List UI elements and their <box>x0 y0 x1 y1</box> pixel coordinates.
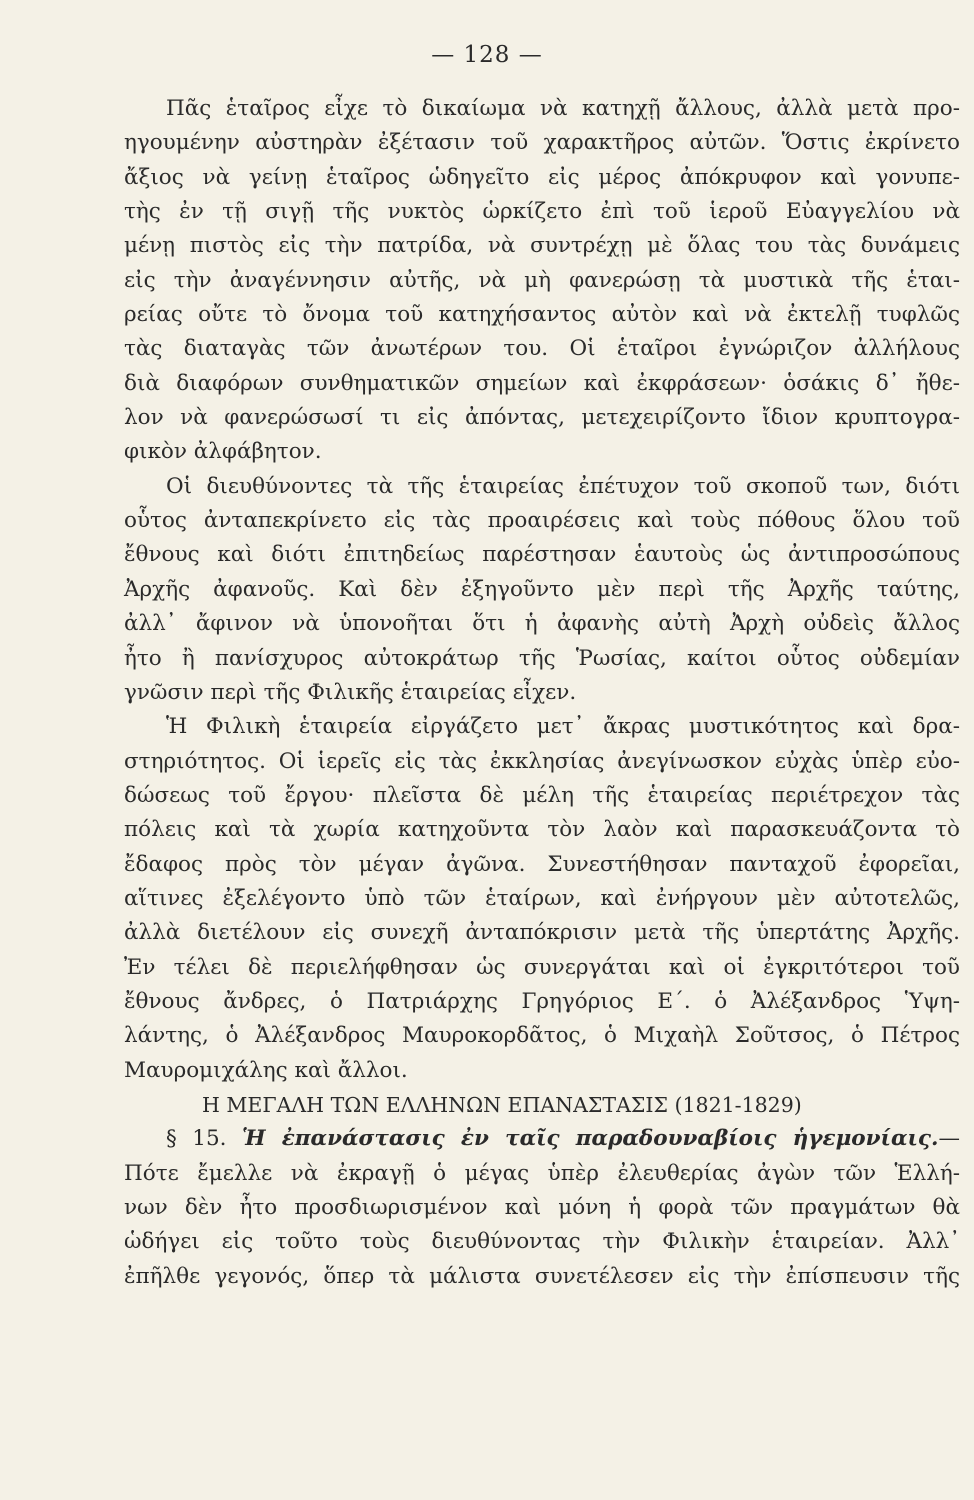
page-number: — 128 — <box>431 42 543 68</box>
paragraph <box>124 710 960 1088</box>
text-line: Ἡ Φιλικὴ ἑταιρεία εἰργάζετο μετ᾽ ἄκρας μυστικότητος καὶ δρα- <box>166 714 960 740</box>
text-line: ἀλλ᾽ ἄφινον νὰ ὑπονοῆται ὅτι ἡ ἀφανὴς αὐτὴ Ἀρχὴ οὐδεὶς ἄλλος <box>124 611 960 637</box>
paragraph <box>124 92 960 470</box>
text-line: πόλεις καὶ τὰ χωρία κατηχοῦντα τὸν λαὸν καὶ παρασκευάζοντα τὸ <box>124 817 960 843</box>
text-line: Μαυρομιχάλης καὶ ἄλλοι. <box>124 1057 408 1083</box>
text-line: ἦτο ἢ πανίσχυρος αὐτοκράτωρ τῆς Ῥωσίας, καίτοι οὗτος οὐδεμίαν <box>124 645 960 671</box>
section <box>124 1122 960 1294</box>
body-text <box>124 92 960 1294</box>
text-line: ἀλλὰ διετέλουν εἰς συνεχῆ ἀνταπόκρισιν μετὰ τῆς ὑπερτάτης Ἀρχῆς. <box>124 920 960 946</box>
section-heading-line <box>124 1122 960 1156</box>
text-line: διὰ διαφόρων συνθηματικῶν σημείων καὶ ἐκφράσεων· ὁσάκις δ᾽ ἤθε- <box>124 370 960 396</box>
text-line: Πότε ἔμελλε νὰ ἐκραγῇ ὁ μέγας ὑπὲρ ἐλευθερίας ἀγὼν τῶν Ἑλλή- <box>124 1160 960 1186</box>
text-line: ἐπῆλθε γεγονός, ὅπερ τὰ μάλιστα συνετέλεσεν εἰς τὴν ἐπίσπευσιν τῆς <box>124 1263 960 1289</box>
section-number: § 15. <box>166 1126 227 1152</box>
text-line: ἔθνους ἄνδρες, ὁ Πατριάρχης Γρηγόριος Ε΄. ὁ Ἀλέξανδρος Ὑψη- <box>124 988 960 1014</box>
text-line: οὗτος ἀνταπεκρίνετο εἰς τὰς προαιρέσεις καὶ τοὺς πόθους ὅλου τοῦ <box>124 508 960 534</box>
text-line: εἰς τὴν ἀναγέννησιν αὐτῆς, νὰ μὴ φανερώσῃ τὰ μυστικὰ τῆς ἑται- <box>124 267 960 293</box>
text-line: λάντης, ὁ Ἀλέξανδρος Μαυροκορδᾶτος, ὁ Μιχαὴλ Σοῦτσος, ὁ Πέτρος <box>124 1023 960 1049</box>
text-line: τὰς διαταγὰς τῶν ἀνωτέρων του. Οἱ ἑταῖροι ἐγνώριζον ἀλλήλους <box>124 336 960 362</box>
text-line: Ἐν τέλει δὲ περιελήφθησαν ὡς συνεργάται καὶ οἱ ἐγκριτότεροι τοῦ <box>124 954 960 980</box>
text-line: ὡδήγει εἰς τοῦτο τοὺς διευθύνοντας τὴν Φιλικὴν ἑταιρείαν. Ἀλλ᾽ <box>124 1229 960 1255</box>
text-line: Πᾶς ἑταῖρος εἶχε τὸ δικαίωμα νὰ κατηχῇ ἄλλους, ἀλλὰ μετὰ προ- <box>166 96 960 121</box>
text-line: λον νὰ φανερώσωσί τι εἰς ἀπόντας, μετεχειρίζοντο ἴδιον κρυπτογρα- <box>124 405 960 431</box>
section-dash: — <box>938 1126 960 1152</box>
text-line: τὴς ἐν τῇ σιγῇ τῆς νυκτὸς ὡρκίζετο ἐπὶ τοῦ ἱεροῦ Εὐαγγελίου νὰ <box>124 199 960 225</box>
section-title: Ἡ ἐπανάστασις ἐν ταῖς παραδουναβίοις ἡγεμονίαις. <box>242 1126 939 1152</box>
text-line: νων δὲν ἦτο προσδιωρισμένον καὶ μόνη ἡ φορὰ τῶν πραγμάτων θὰ <box>124 1195 960 1220</box>
text-line: μένῃ πιστὸς εἰς τὴν πατρίδα, νὰ συντρέχῃ μὲ ὅλας του τὰς δυνάμεις <box>124 233 960 259</box>
text-line: ἄξιος νὰ γείνῃ ἑταῖρος ὡδηγεῖτο εἰς μέρος ἀπόκρυφον καὶ γονυπε- <box>124 164 960 190</box>
text-line: στηριότητος. Οἱ ἱερεῖς εἰς τὰς ἐκκλησίας ἀνεγίνωσκον εὐχὰς ὑπὲρ εὐο- <box>124 748 960 774</box>
text-line: ρείας οὔτε τὸ ὄνομα τοῦ κατηχήσαντος αὐτὸν καὶ νὰ ἐκτελῇ τυφλῶς <box>124 302 960 328</box>
text-line: φικὸν ἀλφάβητον. <box>124 439 322 465</box>
text-line: γνῶσιν περὶ τῆς Φιλικῆς ἑταιρείας εἶχεν. <box>124 679 577 705</box>
paragraph <box>124 470 960 710</box>
text-line: ἔθνους καὶ διότι ἐπιτηδείως παρέστησαν ἑαυτοὺς ὡς ἀντιπροσώπους <box>124 542 960 568</box>
text-line: ἔδαφος πρὸς τὸν μέγαν ἀγῶνα. Συνεστήθησαν πανταχοῦ ἐφορεῖαι, <box>124 851 960 877</box>
text-line: αἵτινες ἐξελέγοντο ὑπὸ τῶν ἑταίρων, καὶ ἐνήργουν μὲν αὐτοτελῶς, <box>124 885 960 911</box>
text-line: δώσεως τοῦ ἔργου· πλεῖστα δὲ μέλη τῆς ἑταιρείας περιέτρεχον τὰς <box>124 782 960 808</box>
text-line: Ἀρχῆς ἀφανοῦς. Καὶ δὲν ἐξηγοῦντο μὲν περὶ τῆς Ἀρχῆς ταύτης, <box>124 576 960 602</box>
text-line: ηγουμένην αὐστηρὰν ἐξέτασιν τοῦ χαρακτῆρος αὐτῶν. Ὅστις ἐκρίνετο <box>124 130 960 156</box>
chapter-heading: Η ΜΕΓΑΛΗ ΤΩΝ ΕΛΛΗΝΩΝ ΕΠΑΝΑΣΤΑΣΙΣ (1821-1829) <box>202 1092 802 1117</box>
text-line: Οἱ διευθύνοντες τὰ τῆς ἑταιρείας ἐπέτυχον τοῦ σκοποῦ των, διότι <box>166 473 960 499</box>
